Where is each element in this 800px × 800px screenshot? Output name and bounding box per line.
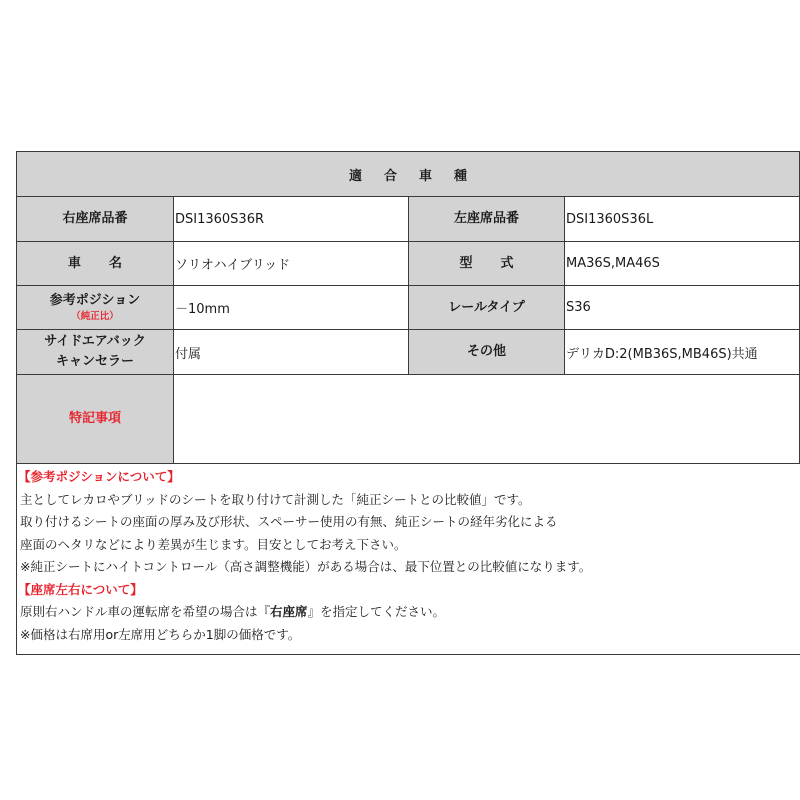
notes-line: ※純正シートにハイトコントロール（高さ調整機能）がある場合は、最下位置との比較値になります。 bbox=[20, 559, 592, 574]
notes-line: 取り付けるシートの座面の厚み及び形状、スペーサー使用の有無、純正シートの経年劣化による bbox=[20, 514, 558, 529]
value-special-notes bbox=[174, 375, 800, 464]
value-model-code: MA36S,MA46S bbox=[565, 242, 800, 286]
label-reference-position bbox=[17, 286, 174, 330]
label-side-airbag-line2: キャンセラー bbox=[55, 354, 134, 369]
value-left-seat-part-number: DSI1360S36L bbox=[565, 197, 800, 242]
value-reference-position: －10mm bbox=[174, 286, 409, 330]
value-side-airbag-canceller: 付属 bbox=[174, 330, 409, 375]
table-row bbox=[17, 242, 800, 286]
label-side-airbag-line1: サイドエアバック bbox=[44, 334, 146, 349]
value-other: デリカD:2(MB36S,MB46S)共通 bbox=[565, 330, 800, 375]
notes-line: 主としてレカロやブリッドのシートを取り付けて計測した「純正シートとの比較値」です。 bbox=[20, 491, 531, 507]
title-row bbox=[17, 152, 800, 197]
value-right-seat-part-number: DSI1360S36R bbox=[174, 197, 409, 242]
compatibility-sheet bbox=[16, 151, 799, 655]
notes-line-price: ※価格は右席用or左席用どちらか1脚の価格です。 bbox=[20, 626, 301, 642]
value-vehicle-name: ソリオハイブリッド bbox=[174, 242, 409, 286]
label-reference-position-text: 参考ポジション bbox=[49, 292, 141, 308]
label-right-seat-part-number: 右座席品番 bbox=[17, 197, 174, 242]
label-vehicle-name-text: 車名 bbox=[67, 255, 150, 271]
table-row bbox=[17, 330, 800, 375]
compatibility-table bbox=[16, 151, 800, 464]
table-title: 適合車種 bbox=[17, 152, 800, 197]
notes-heading-reference-position: 【参考ポジションについて】 bbox=[18, 469, 180, 484]
notes-line: 座面のヘタリなどにより差異が生じます。目安としてお考え下さい。 bbox=[20, 536, 407, 552]
label-model-code-text: 型式 bbox=[459, 255, 542, 271]
notes-line-seat-side bbox=[20, 601, 800, 624]
label-left-seat-part-number: 左座席品番 bbox=[409, 197, 565, 242]
label-vehicle-name bbox=[17, 242, 174, 286]
table-row bbox=[17, 375, 800, 464]
label-rail-type: レールタイプ bbox=[409, 286, 565, 330]
label-reference-position-sub: （純正比） bbox=[71, 310, 119, 322]
label-model-code bbox=[409, 242, 565, 286]
table-row bbox=[17, 286, 800, 330]
value-rail-type: S36 bbox=[565, 286, 800, 330]
notes-emphasis-right-seat: 右座席 bbox=[270, 604, 308, 619]
notes-block bbox=[16, 464, 800, 655]
notes-text: 原則右ハンドル車の運転席を希望の場合は『 bbox=[20, 604, 271, 619]
label-other: その他 bbox=[409, 330, 565, 375]
table-row bbox=[17, 197, 800, 242]
notes-heading-seat-side: 【座席左右について】 bbox=[18, 581, 143, 597]
label-special-notes: 特記事項 bbox=[17, 375, 174, 464]
label-side-airbag-canceller bbox=[17, 330, 174, 375]
notes-text: 』を指定してください。 bbox=[307, 604, 446, 619]
